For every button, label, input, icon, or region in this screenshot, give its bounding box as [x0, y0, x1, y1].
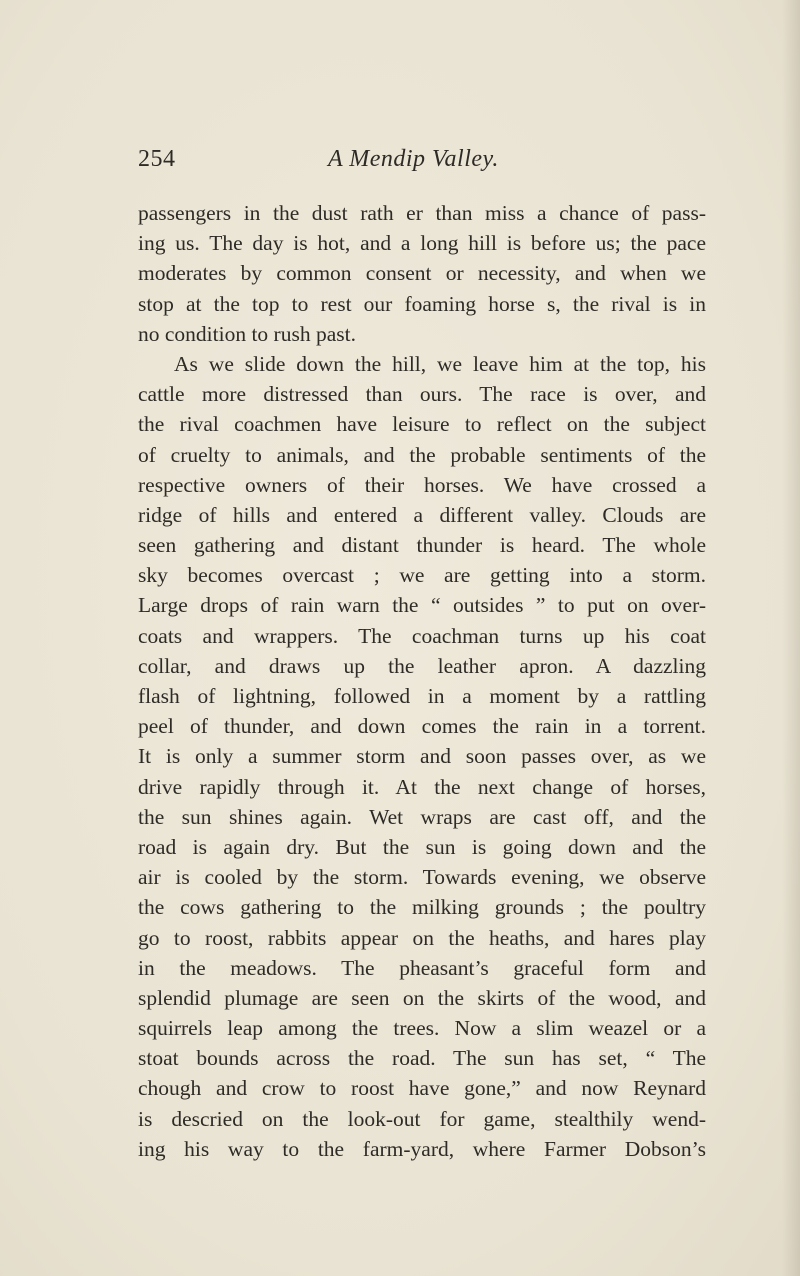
text-line: passengers in the dust rath er than miss a chance of pass-	[138, 201, 706, 225]
text-line: As we slide down the hill, we leave him at the top, his	[174, 351, 706, 376]
page-edge-shadow	[782, 0, 800, 1276]
text-line: collar, and draws up the leather apron. A dazzling	[138, 653, 706, 678]
text-line: ridge of hills and entered a different valley. Clouds are	[138, 502, 706, 527]
text-line: seen gathering and distant thunder is heard. The whole	[138, 533, 706, 558]
page-number: 254	[138, 146, 176, 172]
page-header	[138, 146, 698, 186]
text-line: road is again dry. But the sun is going down and the	[138, 834, 706, 859]
text-line: the sun shines again. Wet wraps are cast off, and the	[138, 804, 706, 829]
text-line: go to roost, rabbits appear on the heaths, and hares play	[138, 925, 706, 950]
text-line: It is only a summer storm and soon passes over, as we	[138, 744, 706, 769]
text-line: flash of lightning, followed in a moment by a rattling	[138, 684, 706, 708]
text-line: stoat bounds across the road. The sun has set, “ The	[138, 1046, 706, 1071]
text-line: chough and crow to roost have gone,” and now Reynard	[138, 1076, 706, 1101]
running-title: A Mendip Valley.	[328, 146, 499, 172]
text-line: peel of thunder, and down comes the rain in a torrent.	[138, 714, 706, 739]
text-line: ing us. The day is hot, and a long hill is before us; the pace	[138, 231, 706, 256]
text-line: of cruelty to animals, and the probable sentiments of the	[138, 442, 706, 467]
text-line: splendid plumage are seen on the skirts of the wood, and	[138, 985, 706, 1010]
text-line: cattle more distressed than ours. The race is over, and	[138, 382, 706, 407]
body-text	[138, 198, 706, 1164]
text-line: stop at the top to rest our foaming horse s, the rival is in	[138, 291, 706, 316]
text-line: no condition to rush past.	[138, 321, 356, 346]
text-line: coats and wrappers. The coachman turns up his coat	[138, 623, 706, 648]
text-line: the cows gathering to the milking grounds ; the poultry	[138, 895, 706, 920]
text-line: respective owners of their horses. We have crossed a	[138, 472, 706, 497]
text-line: is descried on the look-out for game, stealthily wend-	[138, 1106, 706, 1131]
text-line: drive rapidly through it. At the next change of horses,	[138, 774, 706, 799]
text-line: moderates by common consent or necessity, and when we	[138, 261, 706, 286]
text-line: air is cooled by the storm. Towards evening, we observe	[138, 865, 706, 890]
text-line: Large drops of rain warn the “ outsides ” to put on over-	[138, 593, 706, 618]
text-line: squirrels leap among the trees. Now a slim weazel or a	[138, 1016, 706, 1041]
text-line: the rival coachmen have leisure to reflect on the subject	[138, 412, 706, 437]
text-line: in the meadows. The pheasant’s graceful form and	[138, 955, 706, 980]
text-line: ing his way to the farm-yard, where Farmer Dobson’s	[138, 1136, 706, 1161]
text-line: sky becomes overcast ; we are getting into a storm.	[138, 563, 706, 588]
